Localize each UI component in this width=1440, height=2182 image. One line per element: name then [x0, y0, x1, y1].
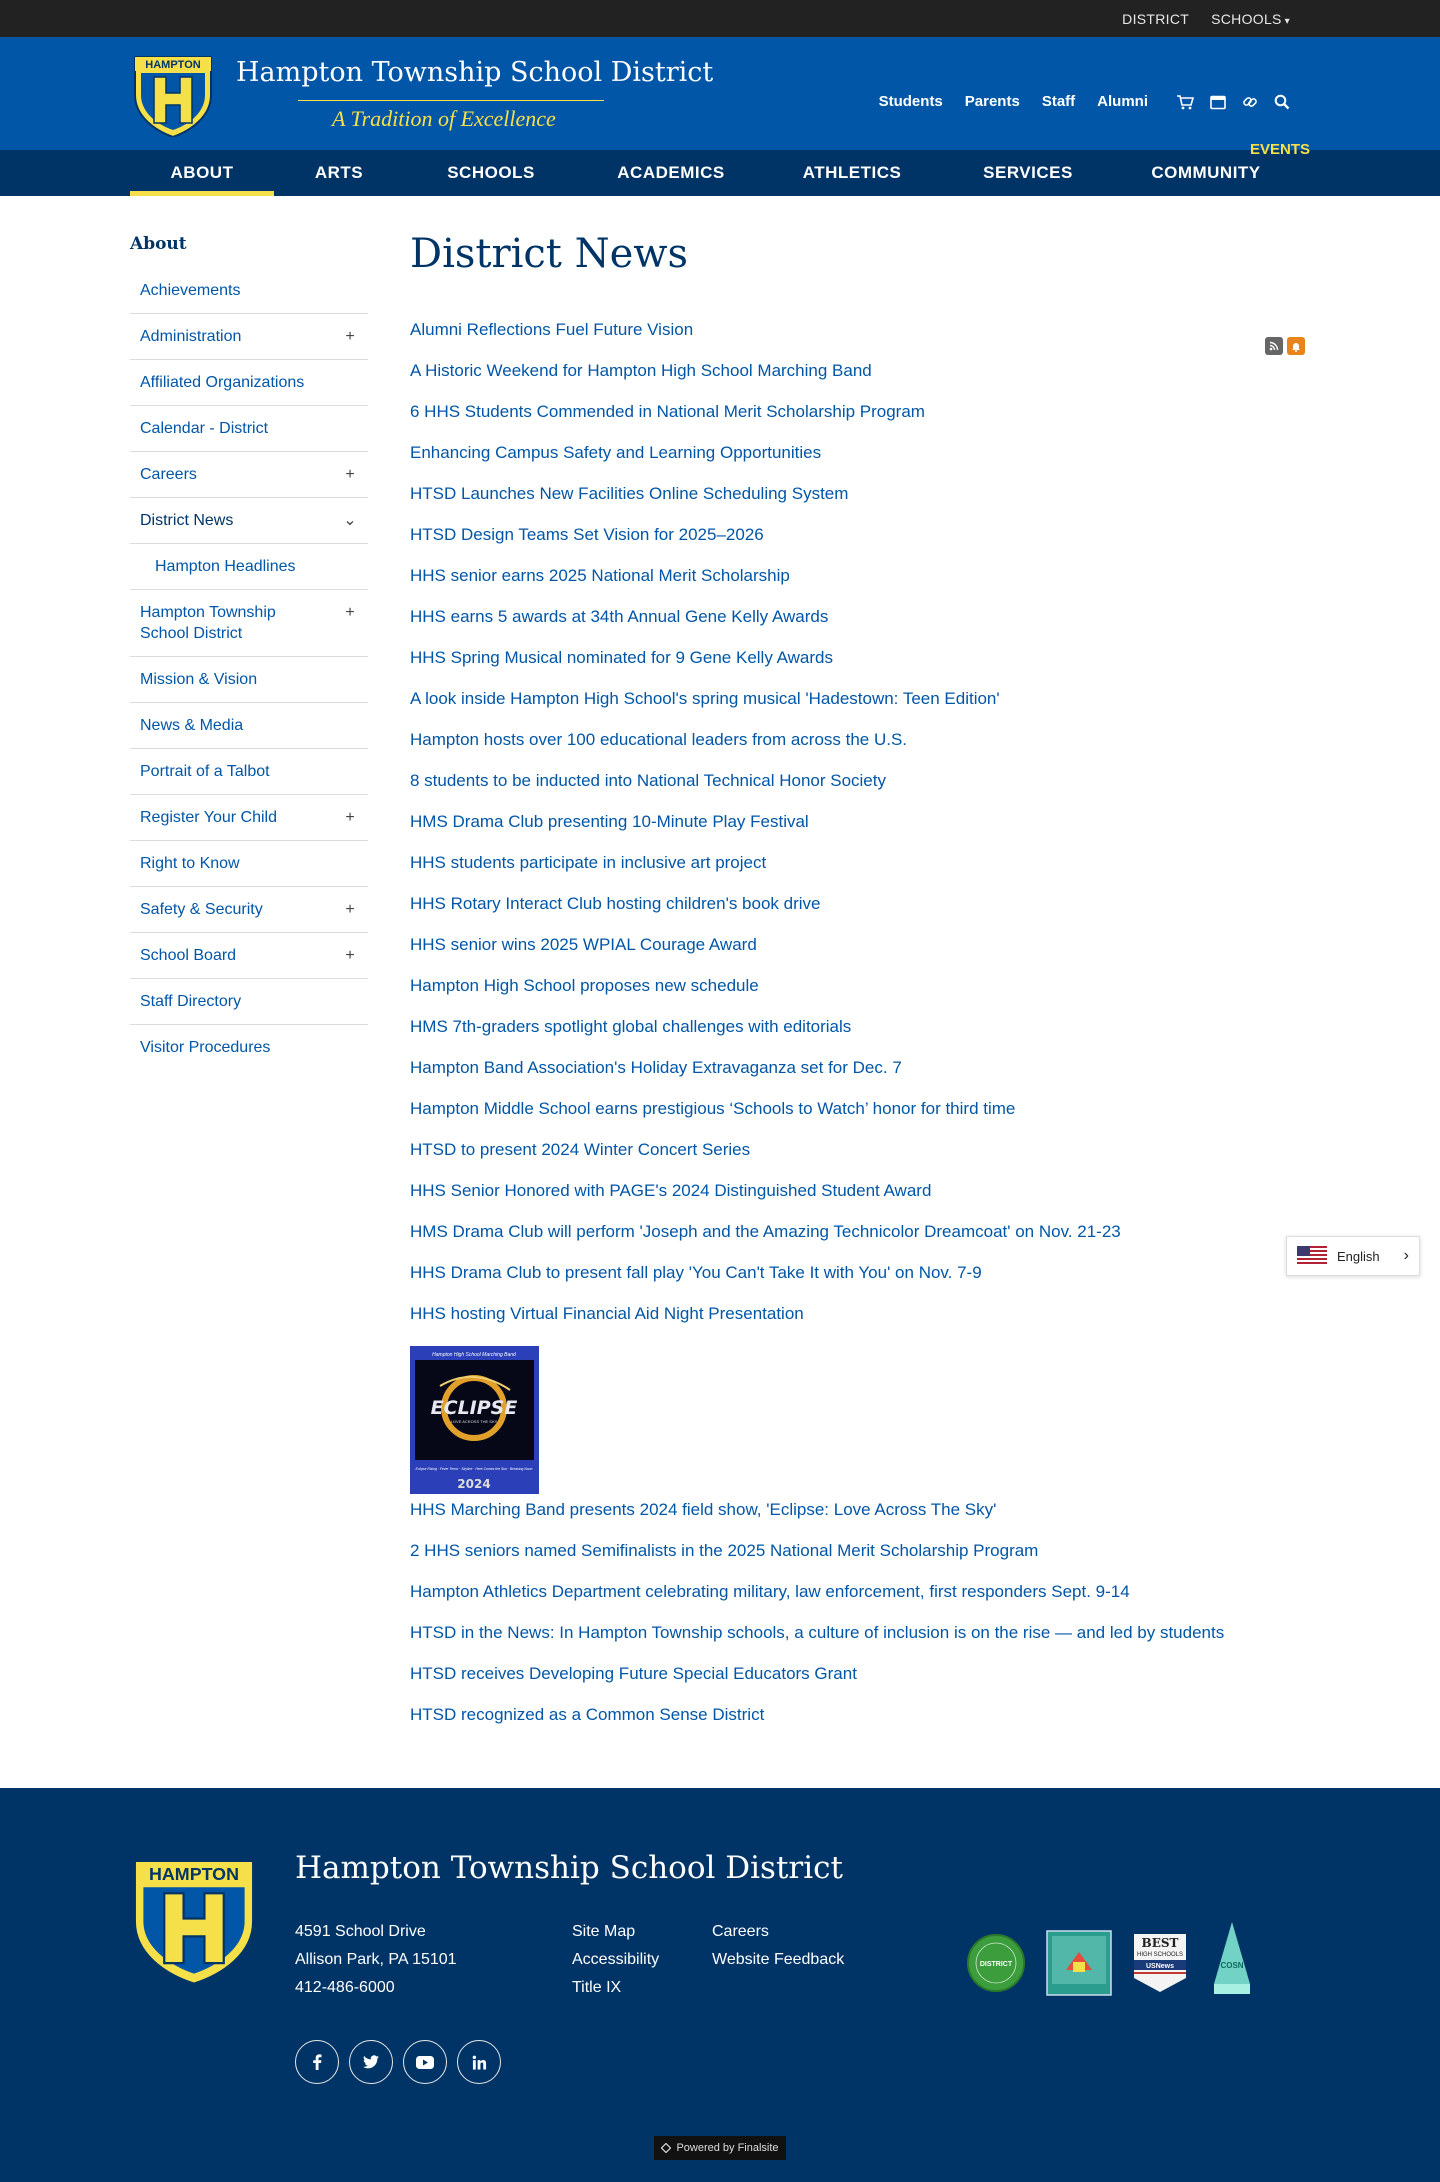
news-link[interactable]: HHS Senior Honored with PAGE's 2024 Distinguished Student Award [410, 1181, 932, 1200]
nav-community[interactable]: COMMUNITY [1151, 163, 1261, 182]
sidebar-item-news-media[interactable] [130, 703, 368, 749]
footer-logo-text: HAMPTON [149, 1863, 239, 1884]
news-link[interactable]: HMS 7th-graders spotlight global challenges with editorials [410, 1017, 852, 1036]
audience-links [879, 93, 1290, 110]
news-link[interactable]: HHS senior earns 2025 National Merit Scholarship [410, 566, 790, 585]
expand-plus-icon[interactable]: + [345, 466, 355, 483]
thumb-show-title: ECLIPSE [430, 1397, 518, 1419]
news-link[interactable]: HHS students participate in inclusive art project [410, 853, 767, 872]
thumb-subtitle: LOVE ACROSS THE SKY [450, 1419, 498, 1424]
news-link[interactable]: HTSD to present 2024 Winter Concert Series [410, 1140, 751, 1159]
thumb-band-name: Hampton High School Marching Band [432, 1352, 516, 1358]
district-link[interactable]: DISTRICT [1122, 10, 1190, 27]
news-link[interactable]: A look inside Hampton High School's spring musical 'Hadestown: Teen Edition' [410, 689, 1000, 708]
news-link[interactable]: HTSD recognized as a Common Sense District [410, 1705, 765, 1724]
collapse-chevron-icon[interactable]: ⌄ [343, 512, 357, 529]
news-link[interactable]: HHS Drama Club to present fall play 'You Can't Take It with You' on Nov. 7-9 [410, 1263, 982, 1282]
sidebar-item-label: Visitor Procedures [140, 1039, 271, 1056]
sidebar-item-hampton-township-school-district[interactable] [130, 590, 368, 657]
site-header [0, 37, 1440, 158]
news-link[interactable]: Hampton hosts over 100 educational leaders from across the U.S. [410, 730, 908, 749]
sidebar-item-register-your-child[interactable] [130, 795, 368, 841]
sidebar-item-careers[interactable] [130, 452, 368, 498]
thumb-year: 2024 [457, 1477, 491, 1491]
site-footer [0, 1788, 1440, 2182]
sidebar-item-label: Mission & Vision [140, 671, 258, 688]
badge3-high-schools: HIGH SCHOOLS [1136, 1952, 1184, 1958]
sidebar-item-label: Hampton Township School District [140, 604, 276, 642]
badge3-best: BEST [1141, 1936, 1179, 1950]
footer-link-site-map[interactable]: Site Map [572, 1923, 636, 1940]
powered-by-finalsite[interactable] [654, 2136, 786, 2160]
footer-link-careers[interactable]: Careers [712, 1923, 769, 1940]
address-line1: 4591 School Drive [295, 1923, 426, 1940]
sidebar-item-label: News & Media [140, 717, 244, 734]
sidebar-item-label: Safety & Security [140, 901, 263, 918]
expand-plus-icon[interactable]: + [345, 604, 355, 621]
footer-links-col2 [712, 1918, 844, 1974]
news-link[interactable]: 6 HHS Students Commended in National Merit Scholarship Program [410, 402, 925, 421]
sidebar-item-district-news[interactable] [130, 498, 368, 544]
footer-link-title-ix[interactable]: Title IX [572, 1979, 622, 1996]
sidebar-item-label: Calendar - District [140, 420, 269, 437]
finalsite-logo-icon [661, 2143, 671, 2153]
news-link[interactable]: HHS Spring Musical nominated for 9 Gene Kelly Awards [410, 648, 833, 667]
sidebar-item-safety-security[interactable] [130, 887, 368, 933]
news-link[interactable]: HHS senior wins 2025 WPIAL Courage Award [410, 935, 757, 954]
sidebar-item-label: School Board [140, 947, 237, 964]
sidebar-item-calendar[interactable] [130, 406, 368, 452]
logo-text: HAMPTON [145, 59, 201, 71]
address-line2: Allison Park, PA 15101 [295, 1951, 457, 1968]
link-icon[interactable] [1242, 94, 1258, 110]
badge1-text: DISTRICT [979, 1961, 1013, 1968]
news-link[interactable]: 2 HHS seniors named Semifinalists in the 2025 National Merit Scholarship Program [410, 1541, 1039, 1560]
sidebar-item-mission-vision[interactable] [130, 657, 368, 703]
news-link[interactable]: HTSD receives Developing Future Special Educators Grant [410, 1664, 857, 1683]
footer-link-accessibility[interactable]: Accessibility [572, 1951, 660, 1968]
search-icon[interactable] [1274, 94, 1290, 110]
main-content [410, 231, 1310, 1746]
footer-links-col1 [572, 1918, 659, 2002]
sidebar-item-achievements[interactable] [130, 268, 368, 314]
language-selector[interactable] [1286, 1236, 1420, 1276]
feed-icons [1265, 337, 1305, 355]
nav-arts[interactable]: ARTS [314, 163, 364, 182]
news-link[interactable]: HMS Drama Club presenting 10-Minute Play Festival [410, 812, 809, 831]
expand-plus-icon[interactable]: + [345, 901, 355, 918]
sidebar-title[interactable]: About [130, 234, 187, 254]
schools-dropdown[interactable] [1211, 11, 1290, 27]
news-link[interactable]: 8 students to be inducted into National Technical Honor Society [410, 771, 886, 790]
thumb-songs: Eclipse Rising · Fever Terror · Skyline · Here Comes the Sun · Breaking Noon [415, 1467, 533, 1471]
sidebar-item-label: District News [140, 512, 234, 529]
site-title[interactable]: Hampton Township School District [236, 57, 714, 88]
expand-plus-icon[interactable]: + [345, 809, 355, 826]
calendar-icon[interactable] [1210, 94, 1226, 110]
badge3-usnews: USNews [1145, 1963, 1175, 1970]
sidebar-item-administration[interactable] [130, 314, 368, 360]
news-link[interactable]: HHS hosting Virtual Financial Aid Night Presentation [410, 1304, 804, 1323]
sidebar-item-portrait-of-a-talbot[interactable] [130, 749, 368, 795]
events-link[interactable]: EVENTS [1249, 141, 1310, 158]
sidebar-item-label: Careers [140, 466, 197, 483]
news-link[interactable]: Alumni Reflections Fuel Future Vision [410, 320, 694, 339]
phone-number[interactable]: 412-486-6000 [295, 1979, 395, 1996]
page-title: District News [410, 231, 689, 277]
cart-icon[interactable] [1176, 94, 1194, 110]
cosn-award-trophy[interactable] [1208, 1920, 1256, 2006]
footer-hampton-logo[interactable] [130, 1856, 258, 1984]
schools-dropdown-label: SCHOOLS [1211, 10, 1282, 27]
utility-bar [0, 0, 1440, 37]
youtube-icon[interactable] [403, 2040, 447, 2084]
sidebar-item-label: Right to Know [140, 855, 240, 872]
nav-athletics[interactable]: ATHLETICS [802, 163, 902, 182]
news-link[interactable]: HTSD Launches New Facilities Online Scheduling System [410, 484, 849, 503]
footer-link-website-feedback[interactable]: Website Feedback [712, 1951, 845, 1968]
rss-icon[interactable] [1265, 337, 1283, 355]
facebook-icon[interactable] [295, 2040, 339, 2084]
link-students[interactable]: Students [878, 93, 943, 110]
sidebar-item-right-to-know[interactable] [130, 841, 368, 887]
main-nav [0, 150, 1440, 196]
district-award-badge[interactable] [966, 1933, 1026, 1993]
expand-plus-icon[interactable]: + [345, 947, 355, 964]
kindness-award-badge[interactable] [1046, 1930, 1112, 1996]
sidebar-item-label: Affiliated Organizations [140, 374, 305, 391]
sidebar-item-label: Hampton Headlines [155, 558, 296, 575]
hampton-logo[interactable] [130, 51, 216, 137]
link-alumni[interactable]: Alumni [1097, 93, 1148, 110]
social-links [295, 2040, 501, 2084]
chevron-right-icon: › [1403, 1247, 1409, 1264]
sidebar-item-visitor-procedures[interactable] [130, 1025, 368, 1070]
link-staff[interactable]: Staff [1041, 93, 1076, 110]
news-list [410, 320, 1310, 1746]
badge4-text: COSN [1220, 1961, 1244, 1970]
news-link[interactable]: HTSD in the News: In Hampton Township schools, a culture of inclusion is on the rise — and led by students [410, 1623, 1225, 1642]
sidebar-item-affiliated-organizations[interactable] [130, 360, 368, 406]
sidebar-item-label: Staff Directory [140, 993, 242, 1010]
news-link[interactable]: Hampton High School proposes new schedule [410, 976, 759, 995]
tagline-divider [298, 100, 604, 101]
chevron-down-icon: ▾ [1284, 15, 1290, 27]
header-icons [1176, 94, 1290, 110]
sidebar-item-label: Achievements [140, 282, 241, 299]
sidebar-item-hampton-headlines[interactable] [130, 544, 368, 590]
footer-address [295, 1918, 457, 2002]
sidebar-item-staff-directory[interactable] [130, 979, 368, 1025]
news-link[interactable]: HHS earns 5 awards at 34th Annual Gene Kelly Awards [410, 607, 829, 626]
nav-about[interactable]: ABOUT [130, 150, 274, 196]
nav-services[interactable]: SERVICES [983, 163, 1073, 182]
section-sidebar [130, 234, 368, 1070]
linkedin-icon[interactable] [457, 2040, 501, 2084]
nav-academics[interactable]: ACADEMICS [617, 163, 725, 182]
sidebar-item-label: Administration [140, 328, 242, 345]
expand-plus-icon[interactable]: + [345, 328, 355, 345]
sidebar-item-label: Register Your Child [140, 809, 277, 826]
news-link[interactable]: HMS Drama Club will perform 'Joseph and the Amazing Technicolor Dreamcoat' on Nov. 21-23 [410, 1222, 1121, 1241]
sidebar-item-school-board[interactable] [130, 933, 368, 979]
eclipse-show-thumbnail[interactable] [410, 1346, 539, 1494]
news-link[interactable]: Enhancing Campus Safety and Learning Opportunities [410, 443, 822, 462]
us-flag-icon [1297, 1246, 1327, 1266]
language-label: English [1337, 1248, 1380, 1264]
site-tagline: A Tradition of Excellence [332, 106, 556, 131]
footer-title: Hampton Township School District [295, 1850, 843, 1886]
award-badges [966, 1920, 1256, 2006]
powered-by-label: Powered by Finalsite [676, 2142, 779, 2154]
news-link[interactable]: HHS Marching Band presents 2024 field show, 'Eclipse: Love Across The Sky' [410, 1500, 997, 1519]
nav-schools[interactable]: SCHOOLS [447, 163, 535, 182]
us-news-best-high-schools-badge[interactable] [1132, 1932, 1188, 1994]
notification-bell-icon[interactable] [1287, 337, 1305, 355]
sidebar-item-label: Portrait of a Talbot [140, 763, 270, 780]
news-link[interactable]: Hampton Athletics Department celebrating military, law enforcement, first responders Sept. 9-14 [410, 1582, 1130, 1601]
link-parents[interactable]: Parents [964, 93, 1020, 110]
twitter-icon[interactable] [349, 2040, 393, 2084]
content-area [0, 196, 1440, 1788]
news-link[interactable]: HTSD Design Teams Set Vision for 2025–2026 [410, 525, 764, 544]
news-link[interactable]: Hampton Band Association's Holiday Extravaganza set for Dec. 7 [410, 1058, 902, 1077]
news-link[interactable]: A Historic Weekend for Hampton High School Marching Band [410, 361, 872, 380]
news-link[interactable]: HHS Rotary Interact Club hosting children's book drive [410, 894, 821, 913]
news-link[interactable]: Hampton Middle School earns prestigious ‘Schools to Watch’ honor for third time [410, 1099, 1016, 1118]
